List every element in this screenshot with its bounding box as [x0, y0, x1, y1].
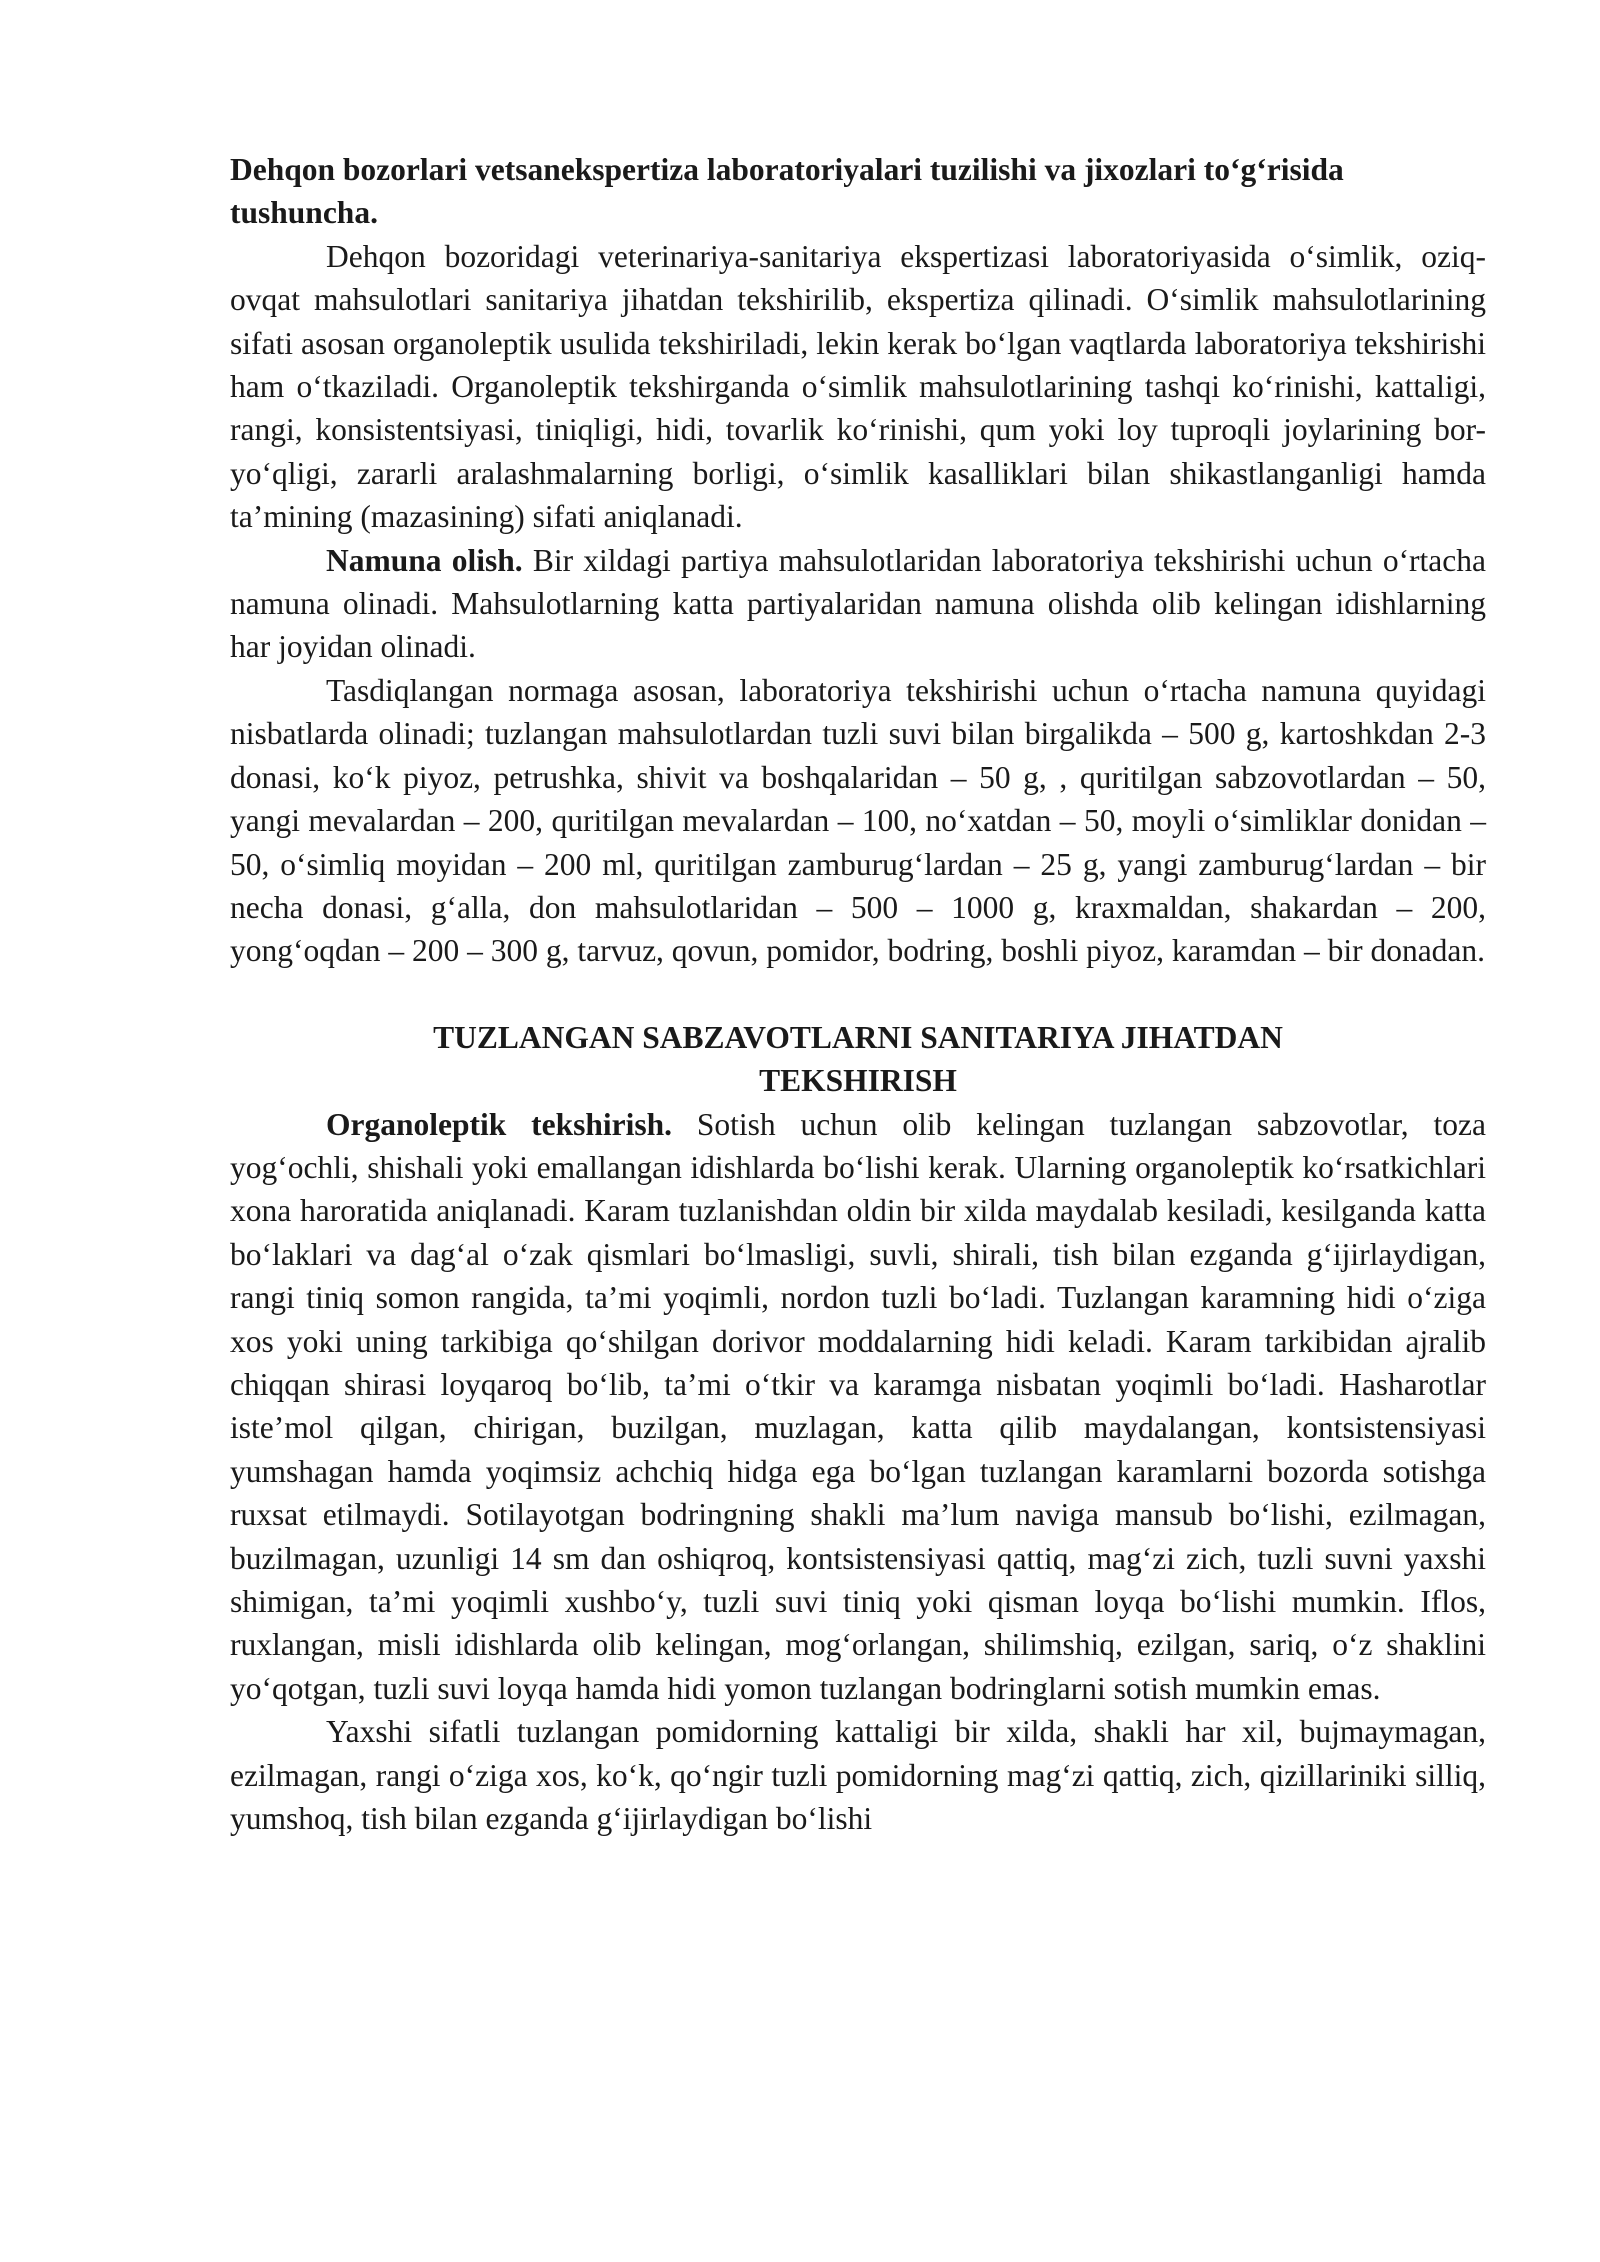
section-title-line2: TEKSHIRISH [759, 1063, 957, 1099]
document-page [230, 148, 1486, 1840]
document-title: Dehqon bozorlari vetsanekspertiza laboratoriyalari tuzilishi va jixozlari to‘g‘risida tushuncha. [230, 152, 1344, 231]
paragraph-sampling-lead: Namuna olish. [326, 542, 523, 578]
paragraph-tomatoes: Yaxshi sifatli tuzlangan pomidorning kattaligi bir xilda, shakli har xil, bujmaymagan, ezilmagan, rangi o‘ziga xos, ko‘k, qo‘ngir tuzli pomidorning mag‘zi qattiq, zich, qizillariniki silliq, yumshoq, tish bilan ezganda g‘ijirlaydigan bo‘lishi [230, 1714, 1486, 1837]
section-title [230, 1016, 1486, 1103]
paragraph-organoleptic [230, 1103, 1486, 1711]
paragraph-organoleptic-lead: Organoleptik tekshirish. [326, 1106, 673, 1142]
section-title-line1: TUZLANGAN SABZAVOTLARNI SANITARIYA JIHATDAN [433, 1019, 1283, 1055]
paragraph-sampling [230, 539, 1486, 669]
paragraph-intro: Dehqon bozoridagi veterinariya-sanitariya ekspertizasi laboratoriyasida o‘simlik, oziq-ovqat mahsulotlari sanitariya jihatdan tekshirilib, ekspertiza qilinadi. O‘simlik mahsulotlarining sifati asosan organoleptik usulida tekshiriladi, lekin kerak bo‘lgan vaqtlarda laboratoriya tekshirishi ham o‘tkaziladi. Organoleptik tekshirganda o‘simlik mahsulotlarining tashqi ko‘rinishi, kattaligi, rangi, konsistentsiyasi, tiniqligi, hidi, tovarlik ko‘rinishi, qum yoki loy tuproqli joylarining bor-yo‘qligi, zararli aralashmalarning borligi, o‘simlik kasalliklari bilan shikastlanganligi hamda ta’mining (mazasining) sifati aniqlanadi. [230, 238, 1486, 535]
paragraph-sample-norms: Tasdiqlangan normaga asosan, laboratoriya tekshirishi uchun o‘rtacha namuna quyidagi nisbatlarda olinadi; tuzlangan mahsulotlardan tuzli suvi bilan birgalikda – 500 g, kartoshkdan 2-3 donasi, ko‘k piyoz, petrushka, shivit va boshqalaridan – 50 g, , quritilgan sabzovotlardan – 50, yangi mevalardan – 200, quritilgan mevalardan – 100, no‘xatdan – 50, moyli o‘simliklar donidan – 50, o‘simliq moyidan – 200 ml, quritilgan zamburug‘lardan – 25 g, yangi zamburug‘lardan – bir necha donasi, g‘alla, don mahsulotlaridan – 500 – 1000 g, kraxmaldan, shakardan – 200, yong‘oqdan – 200 – 300 g, tarvuz, qovun, pomidor, bodring, boshli piyoz, karamdan – bir donadan. [230, 672, 1486, 969]
paragraph-organoleptic-text: Sotish uchun olib kelingan tuzlangan sabzovotlar, toza yog‘ochli, shishali yoki emallangan idishlarda bo‘lishi kerak. Ularning organoleptik ko‘rsatkichlari xona haroratida aniqlanadi. Karam tuzlanishdan oldin bir xilda maydalab kesiladi, kesilganda katta bo‘laklari va dag‘al o‘zak qismlari bo‘lmasligi, suvli, shirali, tish bilan ezganda g‘ijirlaydigan, rangi tiniq somon rangida, ta’mi yoqimli, nordon tuzli bo‘ladi. Tuzlangan karamning hidi o‘ziga xos yoki uning tarkibiga qo‘shilgan dorivor moddalarning hidi keladi. Karam tarkibidan ajralib chiqqan shirasi loyqaroq bo‘lib, ta’mi o‘tkir va karamga nisbatan yoqimli bo‘ladi. Hasharotlar iste’mol qilgan, chirigan, buzilgan, muzlagan, katta qilib maydalangan, kontsistensiyasi yumshagan hamda yoqimsiz achchiq hidga ega bo‘lgan tuzlangan karamlarni bozorda sotishga ruxsat etilmaydi. Sotilayotgan bodringning shakli ma’lum naviga mansub bo‘lishi, ezilmagan, buzilmagan, uzunligi 14 sm dan oshiqroq, kontsistensiyasi qattiq, mag‘zi zich, tuzli suvni yaxshi shimigan, ta’mi yoqimli xushbo‘y, tuzli suvi tiniq yoki qisman loyqa bo‘lishi mumkin. Iflos, ruxlangan, misli idishlarda olib kelingan, mog‘orlangan, shilimshiq, ezilgan, sariq, o‘z shaklini yo‘qotgan, tuzli suvi loyqa hamda hidi yomon tuzlangan bodringlarni sotish mumkin emas. [230, 1106, 1486, 1706]
paragraph-sampling-text: Bir xildagi partiya mahsulotlaridan laboratoriya tekshirishi uchun o‘rtacha namuna olinadi. Mahsulotlarning katta partiyalaridan namuna olishda olib kelingan idishlarning har joyidan olinadi. [230, 542, 1486, 665]
